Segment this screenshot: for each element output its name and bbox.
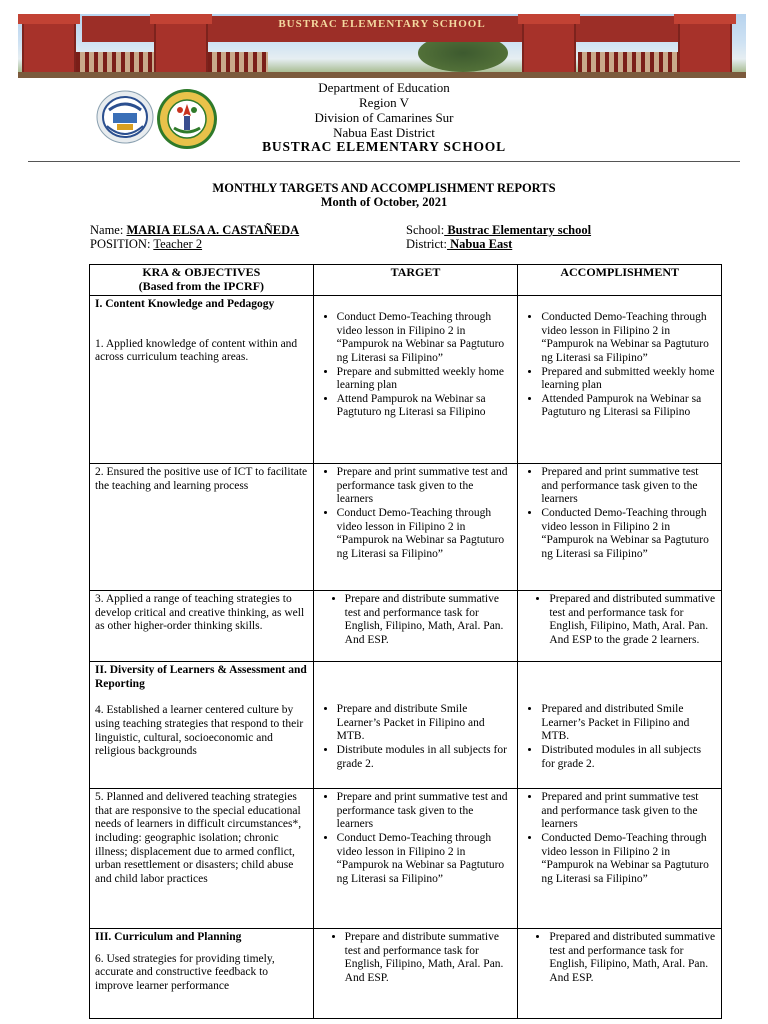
target-cell — [313, 296, 518, 464]
accomplishment-cell — [518, 662, 722, 789]
objective-text: 6. Used strategies for providing timely, accurate and constructive feedback to improve learner performance — [95, 952, 275, 992]
list-item: • Prepared and print summative test and performance task given to the learners — [541, 791, 716, 832]
accomplishment-cell — [518, 464, 722, 591]
kra-cell — [90, 464, 314, 591]
district-label: District: — [406, 237, 447, 251]
target-cell — [313, 929, 518, 1019]
school-field — [406, 223, 591, 238]
header-district: Nabua East District — [333, 125, 435, 140]
objective-text: 4. Established a learner centered culture by using teaching strategies that respond to their linguistic, cultural, socioeconomic and religious backgrounds — [95, 704, 304, 758]
target-cell — [313, 591, 518, 662]
objective-text: 2. Ensured the positive use of ICT to facilitate the teaching and learning process — [95, 466, 308, 492]
list-item: • Prepare and submitted weekly home learning plan — [337, 366, 513, 393]
list-item: • Attend Pampurok na Webinar sa Pagtuturo ng Literasi sa Filipino — [337, 393, 513, 420]
header-region: Region V — [359, 95, 409, 110]
list-item: • Prepared and distributed summative test and performance task for English, Filipino, Math, Aral. Pan. And ESP. — [549, 931, 716, 985]
position-label: POSITION: — [90, 237, 151, 251]
list-item: • Distributed modules in all subjects for grade 2. — [541, 744, 716, 771]
header-divider — [28, 161, 740, 162]
table-row — [90, 296, 722, 464]
section-heading: I. Content Knowledge and Pedagogy — [95, 298, 275, 311]
target-cell — [313, 789, 518, 929]
gate-sign: BUSTRAC ELEMENTARY SCHOOL — [278, 18, 486, 30]
gate-pillar-right-inner — [522, 16, 576, 78]
list-item: • Prepared and distributed summative test and performance task for English, Filipino, Math, Aral. Pan. And ESP to the grade 2 learners. — [549, 593, 716, 647]
kra-cell — [90, 929, 314, 1019]
header-kra — [90, 265, 314, 296]
school-gate-banner — [18, 14, 746, 78]
gate-pillar-left — [22, 16, 76, 78]
table-row — [90, 789, 722, 929]
school-label: School: — [406, 223, 445, 237]
header-target: TARGET — [313, 265, 518, 296]
kra-cell — [90, 789, 314, 929]
header-kra-label: KRA & OBJECTIVES — [142, 265, 261, 279]
objective-text: 1. Applied knowledge of content within and across curriculum teaching areas. — [95, 337, 298, 364]
section-heading: II. Diversity of Learners & Assessment and Reporting — [95, 664, 307, 690]
report-month: Month of October, 2021 — [320, 195, 448, 209]
accomplishment-cell — [518, 789, 722, 929]
header-division: Division of Camarines Sur — [314, 110, 454, 125]
list-item: • Prepare and distribute summative test and performance task for English, Filipino, Math, Aral. Pan. And ESP. — [345, 931, 513, 985]
list-item: • Prepare and print summative test and performance task given to the learners — [337, 466, 513, 507]
list-item: • Prepared and submitted weekly home learning plan — [541, 366, 716, 393]
target-cell — [313, 464, 518, 591]
objective-text: 3. Applied a range of teaching strategies to develop critical and creative thinking, as well as other higher-order thinking skills. — [95, 593, 305, 633]
gate-pillar-right — [678, 16, 732, 78]
target-cell — [313, 662, 518, 789]
table-row — [90, 591, 722, 662]
list-item: • Conduct Demo-Teaching through video lesson in Filipino 2 in “Pampurok na Webinar sa Pagtuturo ng Literasi sa Filipino” — [337, 311, 513, 365]
list-item: • Prepared and print summative test and performance task given to the learners — [541, 466, 716, 507]
kra-cell — [90, 591, 314, 662]
header-accomplishment: ACCOMPLISHMENT — [518, 265, 722, 296]
report-title: MONTHLY TARGETS AND ACCOMPLISHMENT REPORTS — [212, 181, 556, 195]
list-item: • Attended Pampurok na Webinar sa Pagtuturo ng Literasi sa Filipino — [541, 393, 716, 420]
table-row — [90, 662, 722, 789]
name-label: Name: — [90, 223, 124, 237]
section-heading: III. Curriculum and Planning — [95, 931, 242, 944]
position-value: Teacher 2 — [153, 237, 203, 251]
name-field — [90, 223, 299, 238]
list-item: • Prepare and distribute Smile Learner’s Packet in Filipino and MTB. — [337, 703, 513, 744]
accomplishment-table — [89, 264, 722, 1019]
header-kra-sub: (Based from the IPCRF) — [138, 278, 265, 293]
list-item: • Conduct Demo-Teaching through video lesson in Filipino 2 in “Pampurok na Webinar sa Pagtuturo ng Literasi sa Filipino” — [337, 507, 513, 561]
list-item: • Conducted Demo-Teaching through video lesson in Filipino 2 in “Pampurok na Webinar sa Pagtuturo ng Literasi sa Filipino” — [541, 832, 716, 886]
objective-text: 5. Planned and delivered teaching strategies that are responsive to the special educational needs of learners in difficult circumstances*, including: geographic isolation; chronic illness; displacement due to armed conflict, urban resettlement or disasters; child abuse and child labor practices — [95, 791, 302, 885]
kra-cell — [90, 662, 314, 789]
header-department: Department of Education — [318, 80, 450, 95]
header-school-name: BUSTRAC ELEMENTARY SCHOOL — [262, 139, 506, 154]
district-value: Nabua East — [446, 237, 513, 251]
accomplishment-cell — [518, 929, 722, 1019]
name-value: MARIA ELSA A. CASTAÑEDA — [126, 223, 300, 237]
list-item: • Prepare and distribute summative test and performance task for English, Filipino, Math, Aral. Pan. And ESP. — [345, 593, 513, 647]
gate-pillar-left-inner — [154, 16, 208, 78]
table-row — [90, 929, 722, 1019]
list-item: • Conducted Demo-Teaching through video lesson in Filipino 2 in “Pampurok na Webinar sa Pagtuturo ng Literasi sa Filipino” — [541, 507, 716, 561]
district-field — [406, 237, 512, 252]
table-header-row — [90, 265, 722, 296]
list-item: • Distribute modules in all subjects for grade 2. — [337, 744, 513, 771]
table-row — [90, 464, 722, 591]
kra-cell — [90, 296, 314, 464]
position-field — [90, 237, 202, 252]
list-item: • Conduct Demo-Teaching through video lesson in Filipino 2 in “Pampurok na Webinar sa Pagtuturo ng Literasi sa Filipino” — [337, 832, 513, 886]
list-item: • Conducted Demo-Teaching through video lesson in Filipino 2 in “Pampurok na Webinar sa Pagtuturo ng Literasi sa Filipino” — [541, 311, 716, 365]
list-item: • Prepare and print summative test and performance task given to the learners — [337, 791, 513, 832]
accomplishment-cell — [518, 591, 722, 662]
accomplishment-cell — [518, 296, 722, 464]
list-item: • Prepared and distributed Smile Learner’s Packet in Filipino and MTB. — [541, 703, 716, 744]
school-value: Bustrac Elementary school — [444, 223, 592, 237]
ground-strip — [18, 72, 746, 78]
